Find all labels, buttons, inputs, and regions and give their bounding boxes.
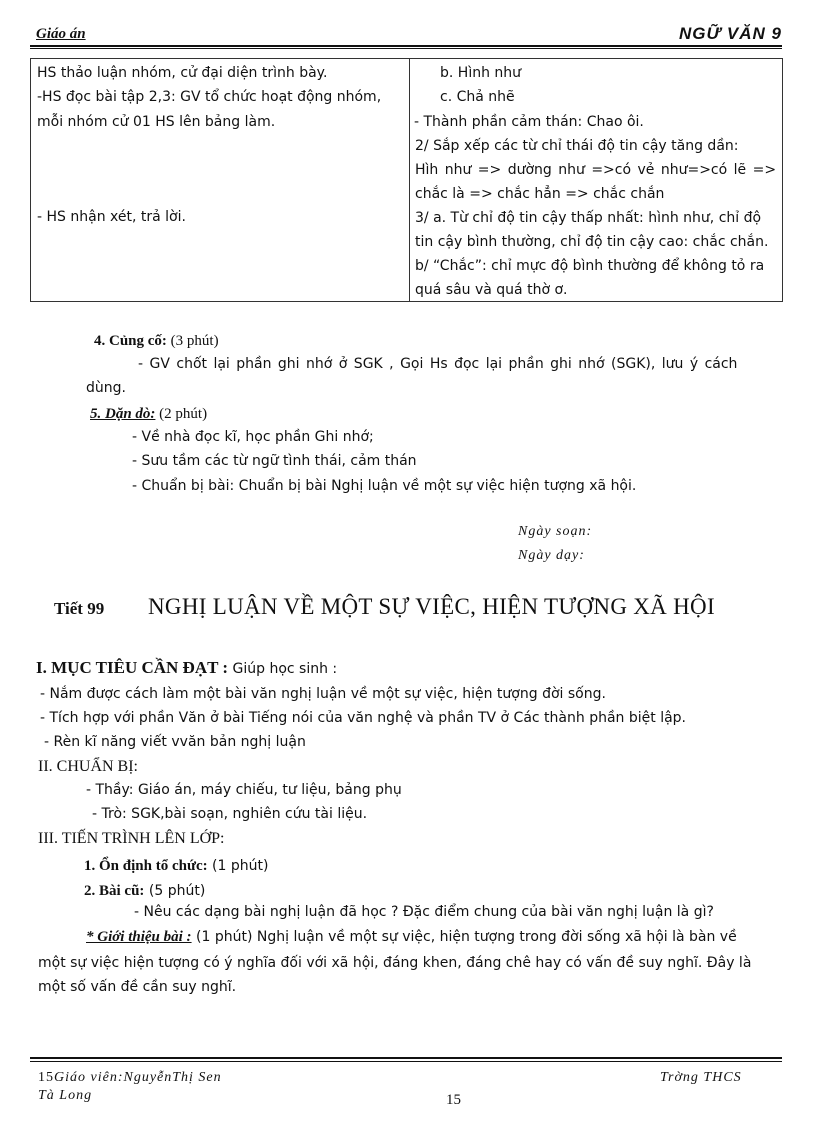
lesson-number: Tiết 99 bbox=[54, 599, 105, 618]
dando-heading: 5. Dặn dò: bbox=[90, 406, 156, 422]
footer-teacher-name: Giáo viên:NguyễnThị Sen bbox=[54, 1070, 222, 1085]
table-left-line: mỗi nhóm cử 01 HS lên bảng làm. bbox=[37, 114, 276, 130]
muctieu-suffix: Giúp học sinh : bbox=[228, 661, 338, 677]
intro-label: * Giới thiệu bài : bbox=[86, 929, 192, 945]
activity-table bbox=[30, 58, 783, 302]
footer-number: 15 bbox=[38, 1070, 54, 1085]
chuanbi-item: - Thầy: Giáo án, máy chiếu, tư liệu, bảng phụ bbox=[86, 782, 402, 798]
student-activity-cell bbox=[31, 59, 410, 302]
table-left-line: -HS đọc bài tập 2,3: GV tổ chức hoạt động nhóm, bbox=[37, 89, 382, 105]
table-right-line: 2/ Sắp xếp các từ chỉ thái độ tin cậy tăng dần: bbox=[415, 138, 739, 154]
muctieu-item: - Nắm được cách làm một bài văn nghị luận về một sự việc, hiện tượng đời sống. bbox=[40, 686, 606, 702]
table-left-line: HS thảo luận nhóm, cử đại diện trình bày. bbox=[37, 65, 328, 81]
step-1-time: (1 phút) bbox=[207, 858, 269, 874]
header-rule-thin bbox=[30, 48, 782, 49]
header-left-label: Giáo án bbox=[36, 26, 86, 42]
tientrinh-heading: III. TIẾN TRÌNH LÊN LỚP: bbox=[38, 830, 225, 847]
footer-school: Trờng THCS bbox=[660, 1070, 742, 1085]
footer-place: Tà Long bbox=[38, 1088, 93, 1103]
content-cell bbox=[410, 59, 783, 302]
chuanbi-heading: II. CHUẨN BỊ: bbox=[38, 758, 138, 775]
table-left-line: - HS nhận xét, trả lời. bbox=[37, 209, 186, 225]
date-taught: Ngày dạy: bbox=[518, 548, 585, 563]
dando-section bbox=[90, 404, 207, 423]
table-right-line: c. Chả nhẽ bbox=[440, 89, 515, 105]
date-prepared: Ngày soạn: bbox=[518, 524, 593, 539]
step-1 bbox=[84, 855, 268, 875]
step-2-label: 2. Bài cũ: bbox=[84, 883, 145, 899]
footer-teacher bbox=[38, 1070, 222, 1086]
footer-rule bbox=[30, 1057, 782, 1059]
table-right-line: b/ “Chắc”: chỉ mực độ bình thường để không tỏ ra bbox=[415, 258, 765, 274]
muctieu-heading: I. MỤC TIÊU CẦN ĐẠT : bbox=[36, 658, 229, 677]
cungco-time: (3 phút) bbox=[166, 333, 219, 349]
cungco-line: - GV chốt lại phần ghi nhớ ở SGK , Gọi Hs đọc lại phần ghi nhớ (SGK), lưu ý cách bbox=[138, 356, 738, 372]
step-2-item: - Nêu các dạng bài nghị luận đã học ? Đặc điểm chung của bài văn nghị luận là gì? bbox=[134, 904, 714, 920]
intro-line bbox=[86, 929, 737, 946]
header-rule bbox=[30, 45, 782, 47]
cungco-section bbox=[94, 331, 219, 350]
dando-item: - Sưu tầm các từ ngữ tình thái, cảm thán bbox=[132, 453, 417, 469]
step-2 bbox=[84, 880, 205, 900]
dando-time: (2 phút) bbox=[155, 406, 208, 422]
table-right-line: - Thành phần cảm thán: Chao ôi. bbox=[414, 114, 644, 130]
dando-item: - Chuẩn bị bài: Chuẩn bị bài Nghị luận về một sự việc hiện tượng xã hội. bbox=[132, 478, 637, 494]
lesson-title: NGHỊ LUẬN VỀ MỘT SỰ VIỆC, HIỆN TƯỢNG XÃ HỘI bbox=[148, 594, 715, 619]
step-1-label: 1. Ổn định tổ chức: bbox=[84, 858, 208, 874]
table-right-line: tin cậy bình thường, chỉ độ tin cậy cao: chắc chắn. bbox=[415, 234, 769, 250]
table-right-line: 3/ a. Từ chỉ độ tin cậy thấp nhất: hình như, chỉ độ bbox=[415, 210, 762, 226]
muctieu-section bbox=[36, 658, 337, 678]
intro-line: một sự việc hiện tượng có ý nghĩa đối với xã hội, đáng khen, đáng chê hay có vấn đề suy nghĩ. Đây là bbox=[38, 955, 752, 971]
intro-text: (1 phút) Nghị luận về một sự việc, hiện tượng trong đời sống xã hội là bàn về bbox=[191, 929, 737, 945]
table-right-line: Hìh như => dường như =>có vẻ như=>có lẽ => bbox=[415, 162, 777, 178]
table-right-line: quá sâu và quá thờ ơ. bbox=[415, 282, 568, 298]
header-subject-label: NGỮ VĂN 9 bbox=[678, 24, 782, 43]
chuanbi-item: - Trò: SGK,bài soạn, nghiên cứu tài liệu. bbox=[92, 806, 368, 822]
cungco-line: dùng. bbox=[86, 380, 126, 396]
table-right-line: b. Hình như bbox=[440, 65, 522, 81]
cungco-heading: 4. Củng cố: bbox=[94, 333, 167, 349]
muctieu-item: - Tích hợp với phần Văn ở bài Tiếng nói của văn nghệ và phần TV ở Các thành phần biệt lập. bbox=[40, 710, 686, 726]
page-number: 15 bbox=[446, 1092, 461, 1108]
table-right-line: chắc là => chắc hẳn => chắc chắn bbox=[415, 186, 665, 202]
muctieu-item: - Rèn kĩ năng viết vvăn bản nghị luận bbox=[44, 734, 306, 750]
intro-line: một số vấn đề cần suy nghĩ. bbox=[38, 979, 237, 995]
step-2-time: (5 phút) bbox=[144, 883, 206, 899]
footer-rule-thin bbox=[30, 1061, 782, 1062]
dando-item: - Về nhà đọc kĩ, học phần Ghi nhớ; bbox=[132, 429, 374, 445]
